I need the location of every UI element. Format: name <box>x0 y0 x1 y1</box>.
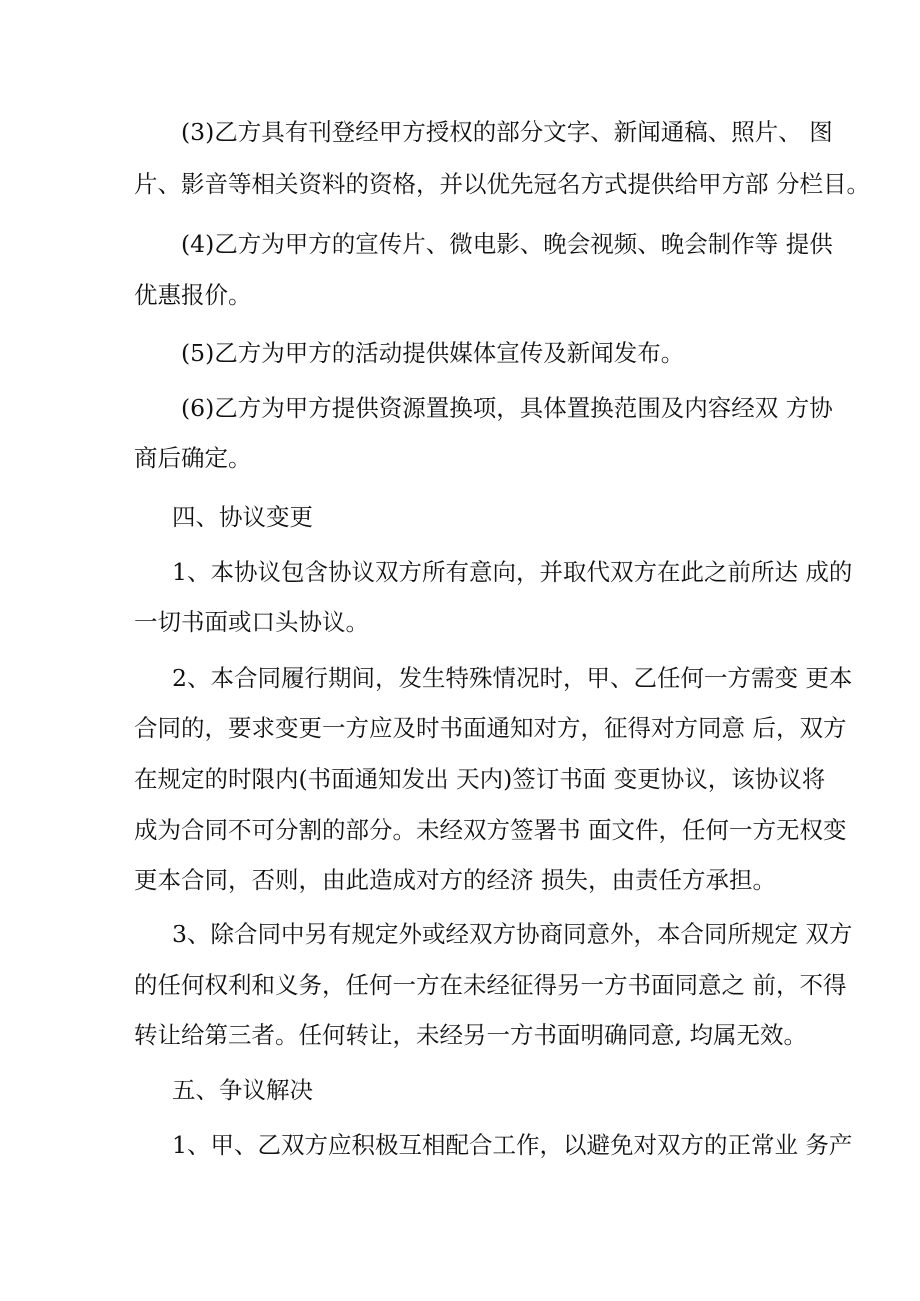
dispute-clause-1-line-1: 1、甲、乙双方应积极互相配合工作，以避免对双方的正常业 务产 <box>172 1131 853 1159</box>
change-clause-3-line-1: 3、除合同中另有规定外或经双方协商同意外，本合同所规定 双方 <box>172 920 853 948</box>
change-clause-2-line-4: 成为合同不可分割的部分。未经双方签署书 面文件，任何一方无权变 <box>134 816 847 844</box>
change-clause-2-line-3: 在规定的时限内(书面通知发出 天内)签订书面 变更协议，该协议将 <box>134 765 826 793</box>
change-clause-2-line-1: 2、本合同履行期间，发生特殊情况时，甲、乙任何一方需变 更本 <box>172 664 853 692</box>
change-clause-3-line-2: 的任何权利和义务，任何一方在未经征得另一方书面同意之 前，不得 <box>134 971 847 999</box>
clause-4-line-1: (4)乙方为甲方的宣传片、微电影、晚会视频、晚会制作等 提供 <box>181 230 833 258</box>
change-clause-1-line-1: 1、本协议包含协议双方所有意向，并取代双方在此之前所达 成的 <box>172 558 853 586</box>
change-clause-2-line-5: 更本合同，否则，由此造成对方的经济 损失，由责任方承担。 <box>134 866 776 894</box>
clause-3-line-2: 片、影音等相关资料的资格，并以优先冠名方式提供给甲方部 分栏目。 <box>134 170 870 198</box>
section-heading-dispute-resolution: 五、争议解决 <box>172 1076 313 1104</box>
clause-4-line-2: 优惠报价。 <box>134 281 252 309</box>
section-heading-agreement-change: 四、协议变更 <box>172 503 313 531</box>
change-clause-2-line-2: 合同的，要求变更一方应及时书面通知对方，征得对方同意 后，双方 <box>134 714 847 742</box>
clause-6-line-2: 商后确定。 <box>134 444 252 472</box>
change-clause-3-line-3: 转让给第三者。任何转让，未经另一方书面明确同意, 均属无效。 <box>134 1021 807 1049</box>
clause-5-line-1: (5)乙方为甲方的活动提供媒体宣传及新闻发布。 <box>181 339 685 367</box>
change-clause-1-line-2: 一切书面或口头协议。 <box>134 608 369 636</box>
clause-6-line-1: (6)乙方为甲方提供资源置换项，具体置换范围及内容经双 方协 <box>181 394 833 422</box>
clause-3-line-1: (3)乙方具有刊登经甲方授权的部分文字、新闻通稿、照片、 图 <box>181 118 833 146</box>
